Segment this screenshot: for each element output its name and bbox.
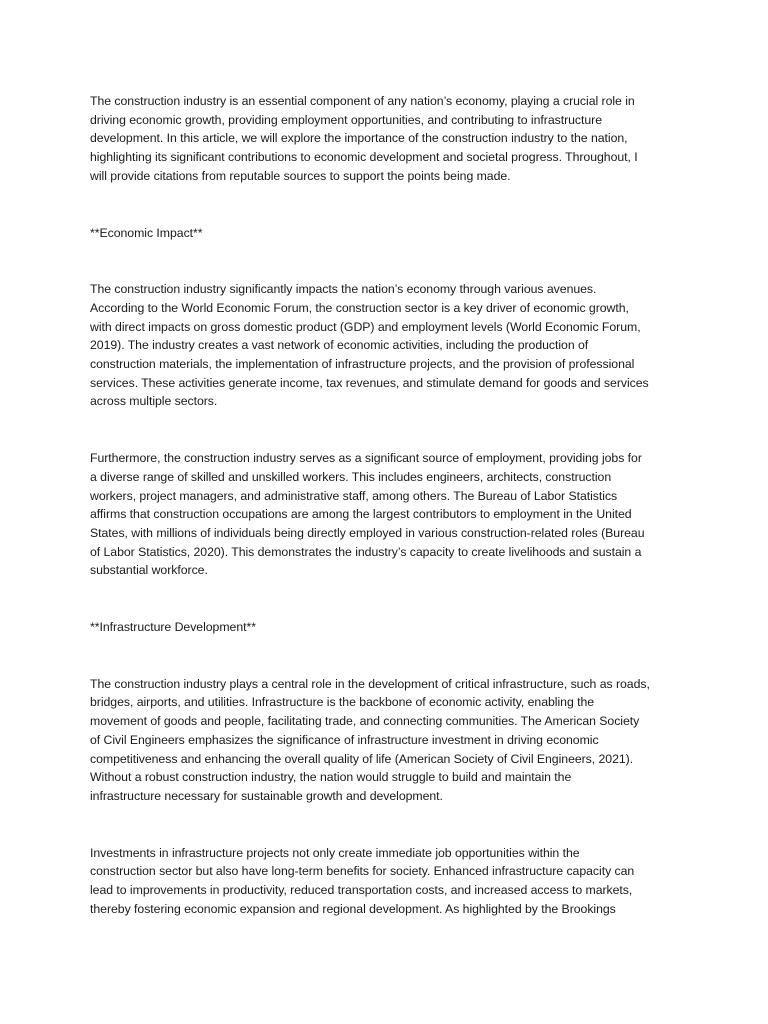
text-line: of Civil Engineers emphasizes the significance of infrastructure investment in driving economic — [90, 732, 599, 747]
text-line: with direct impacts on gross domestic product (GDP) and employment levels (World Economic Forum, — [90, 319, 641, 334]
text-line: Investments in infrastructure projects not only create immediate job opportunities within the — [90, 845, 580, 860]
text-line: construction sector but also have long-term benefits for society. Enhanced infrastructure capacity can — [90, 864, 635, 879]
document-body — [90, 92, 690, 919]
text-line: 2019). The industry creates a vast network of economic activities, including the production of — [90, 338, 589, 353]
text-line: According to the World Economic Forum, the construction sector is a key driver of economic growth, — [90, 300, 629, 315]
economic-paragraph-2 — [90, 449, 690, 580]
text-line: movement of goods and people, facilitating trade, and connecting communities. The American Society — [90, 714, 640, 729]
text-line: substantial workforce. — [90, 563, 208, 578]
text-line: a diverse range of skilled and unskilled workers. This includes engineers, architects, construction — [90, 469, 612, 484]
text-line: highlighting its significant contributions to economic development and societal progress. Throughout, I — [90, 150, 638, 165]
intro-paragraph — [90, 92, 690, 186]
text-line: infrastructure necessary for sustainable growth and development. — [90, 788, 443, 803]
spacer — [90, 242, 690, 280]
section-heading-infrastructure-development: **Infrastructure Development** — [90, 620, 256, 635]
text-line: competitiveness and enhancing the overall quality of life (American Society of Civil Engineers, 2021). — [90, 751, 634, 766]
economic-paragraph-1 — [90, 280, 690, 411]
text-line: affirms that construction occupations are among the largest contributors to employment in the United — [90, 507, 632, 522]
spacer — [90, 637, 690, 675]
text-line: The construction industry is an essential component of any nation’s economy, playing a crucial role in — [90, 94, 635, 108]
text-line: development. In this article, we will explore the importance of the construction industry to the nation, — [90, 131, 628, 146]
text-line: The construction industry significantly impacts the nation’s economy through various avenues. — [90, 282, 597, 297]
text-line: lead to improvements in productivity, reduced transportation costs, and increased access to markets, — [90, 883, 633, 898]
text-line: bridges, airports, and utilities. Infrastructure is the backbone of economic activity, enabling the — [90, 695, 595, 710]
text-line: Furthermore, the construction industry serves as a significant source of employment, providing jobs for — [90, 451, 642, 466]
spacer — [90, 186, 690, 224]
spacer — [90, 806, 690, 844]
text-line: States, with millions of individuals being directly employed in various construction-related roles (Bureau — [90, 525, 645, 540]
infrastructure-paragraph-1 — [90, 675, 690, 806]
text-line: construction materials, the implementation of infrastructure projects, and the provision of professional — [90, 357, 635, 372]
text-line: Without a robust construction industry, the nation would struggle to build and maintain the — [90, 770, 572, 785]
text-line: of Labor Statistics, 2020). This demonstrates the industry’s capacity to create livelihoods and sustain a — [90, 544, 642, 559]
text-line: across multiple sectors. — [90, 394, 218, 409]
text-line: workers, project managers, and administrative staff, among others. The Bureau of Labor Statistics — [90, 488, 618, 503]
spacer — [90, 580, 690, 618]
infrastructure-paragraph-2 — [90, 844, 690, 919]
section-heading-economic-impact: **Economic Impact** — [90, 225, 203, 240]
text-line: thereby fostering economic expansion and regional development. As highlighted by the Brookings — [90, 901, 616, 916]
spacer — [90, 411, 690, 449]
text-line: will provide citations from reputable sources to support the points being made. — [90, 168, 511, 183]
text-line: The construction industry plays a central role in the development of critical infrastructure, such as roads, — [90, 676, 650, 691]
text-line: driving economic growth, providing employment opportunities, and contributing to infrastructure — [90, 112, 602, 127]
text-line: services. These activities generate income, tax revenues, and stimulate demand for goods and services — [90, 375, 649, 390]
